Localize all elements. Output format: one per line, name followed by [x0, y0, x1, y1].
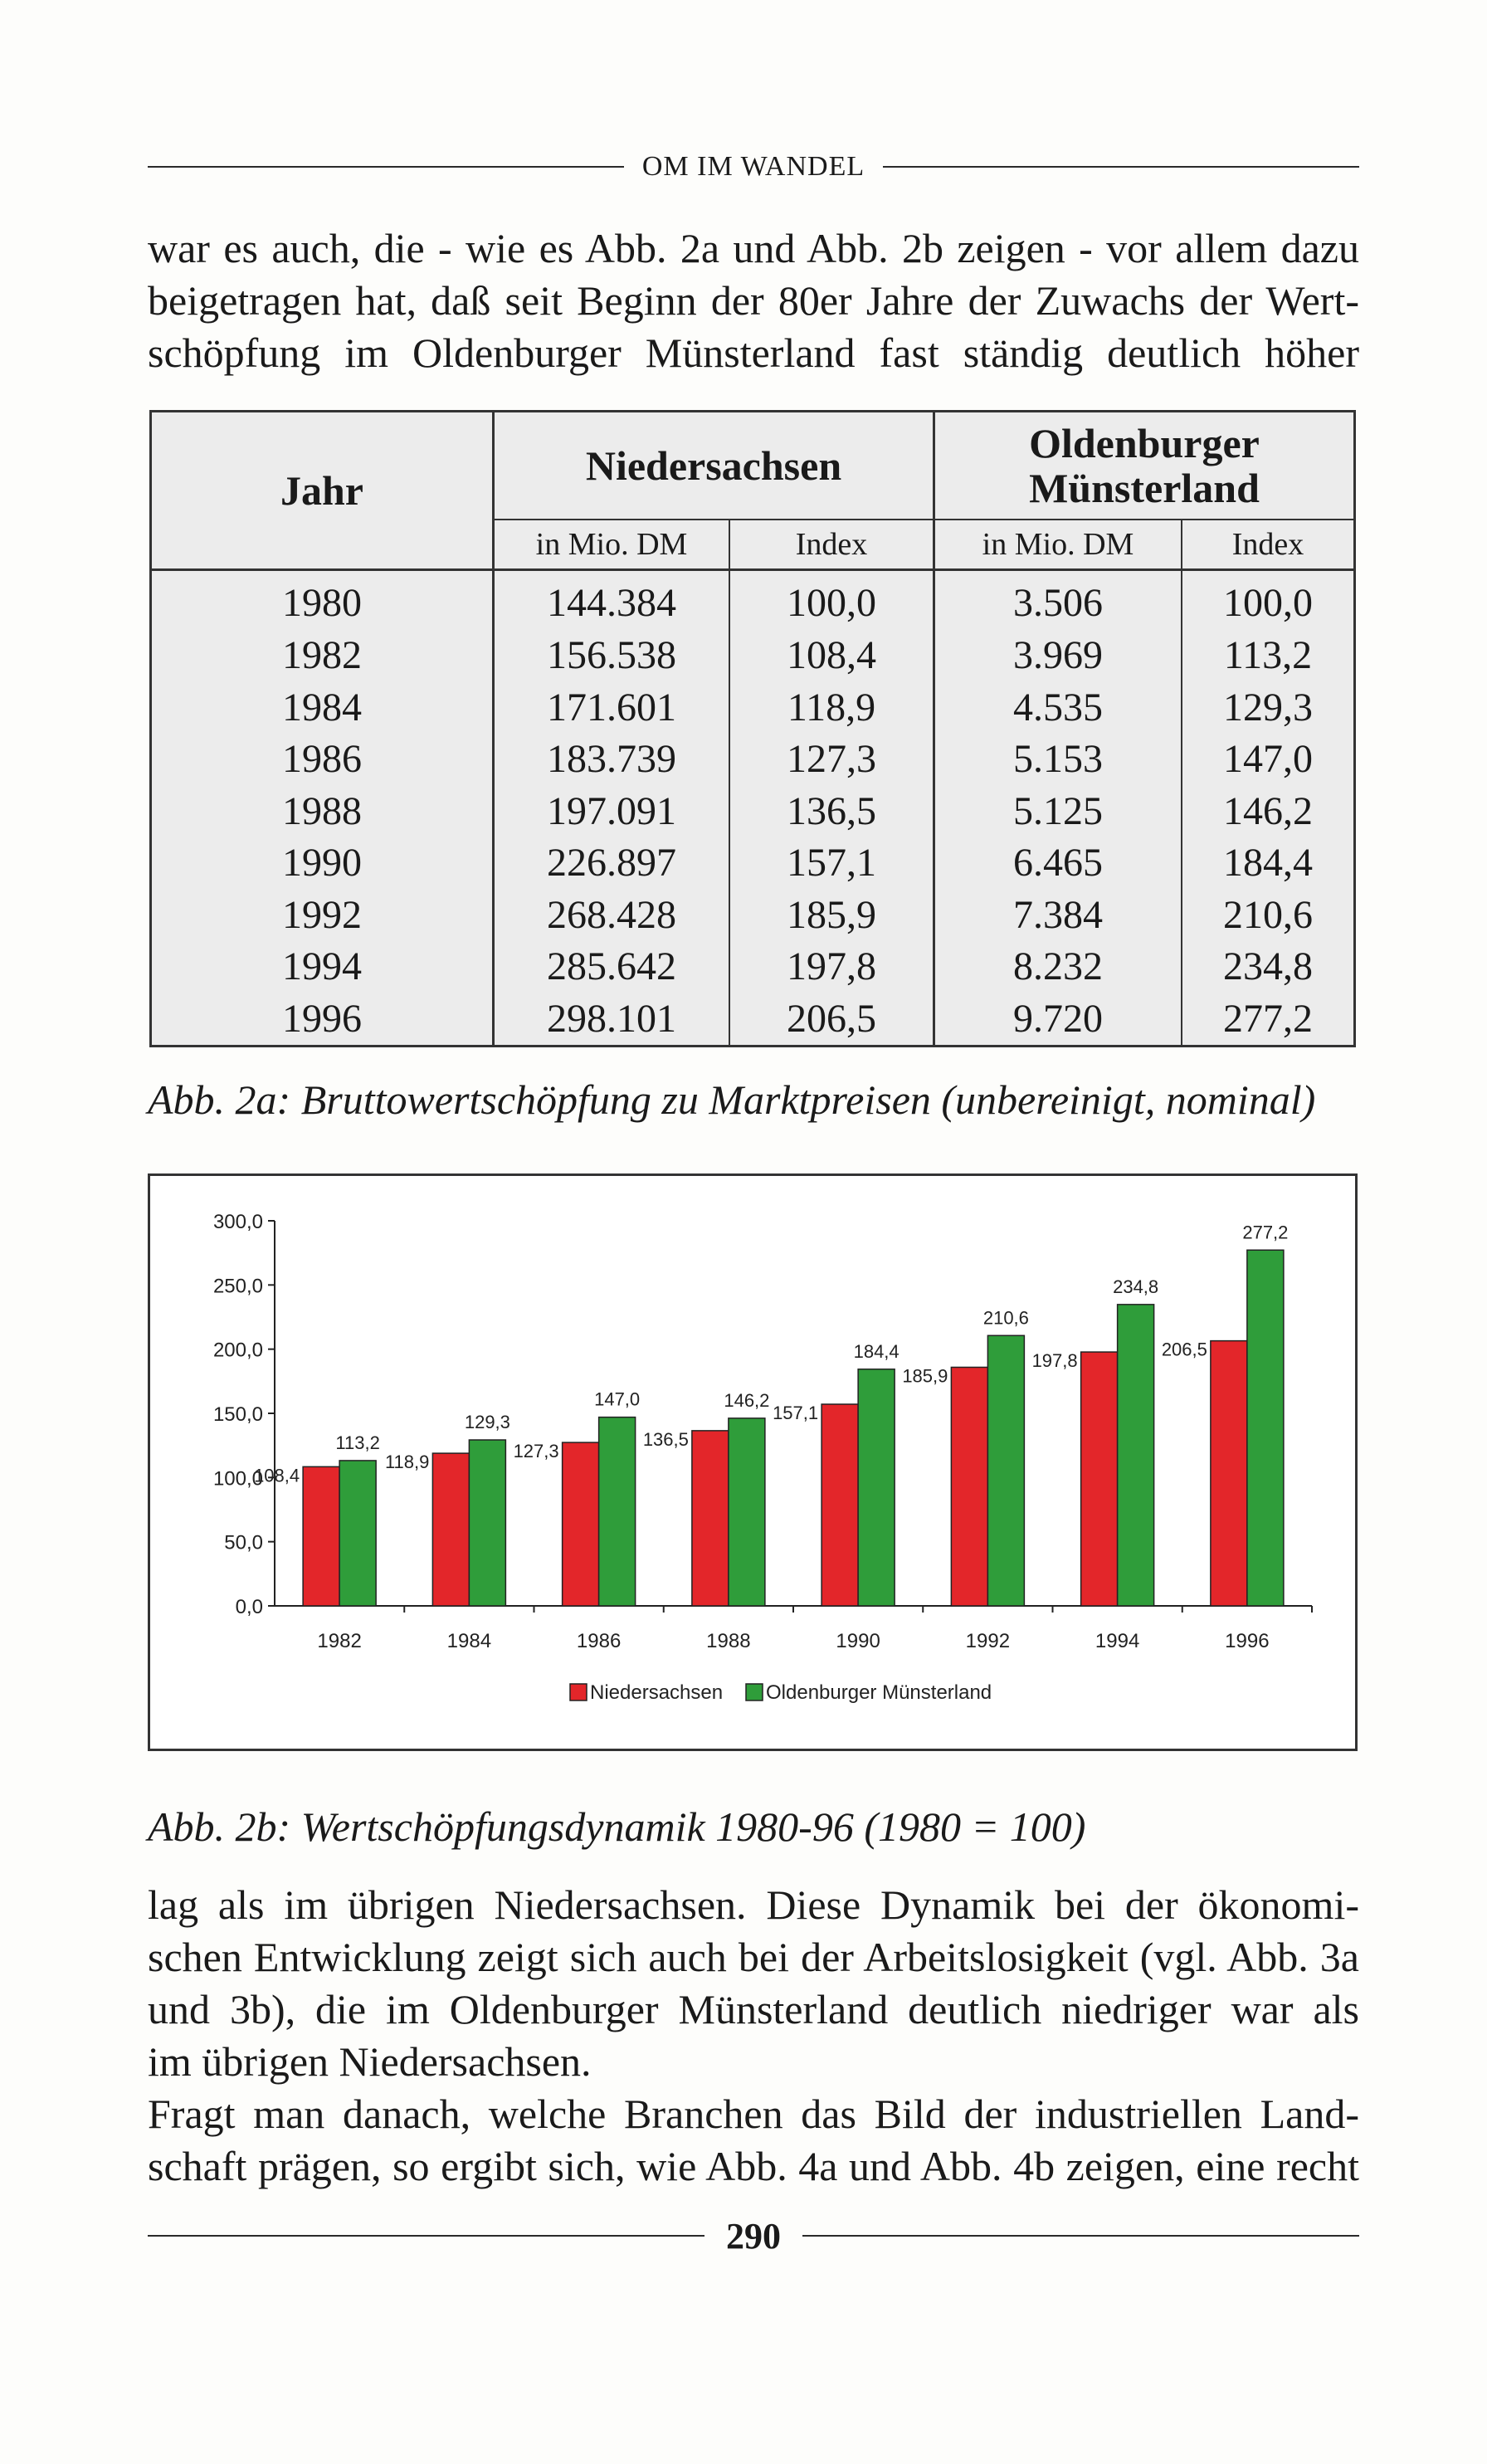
text-line: schen Entwicklung zeigt sich auch bei der Arbeitslosigkeit (vgl. Abb. 3a [148, 1934, 1359, 1980]
bar-oldenburger-muensterland [1118, 1305, 1154, 1606]
header-line-2: Münsterland [1029, 465, 1260, 511]
cell-year: 1990 [152, 837, 494, 890]
bar-oldenburger-muensterland [858, 1369, 895, 1606]
text-line: im übrigen Niedersachsen. [148, 2038, 592, 2085]
bar-niedersachsen [303, 1466, 339, 1606]
data-label: 185,9 [902, 1365, 948, 1387]
cell-ns-mio: 197.091 [494, 785, 730, 837]
bar-niedersachsen [1211, 1341, 1247, 1606]
x-tick-label: 1984 [446, 1630, 492, 1652]
data-label: 184,4 [853, 1340, 900, 1362]
bar-oldenburger-muensterland [469, 1440, 505, 1606]
cell-ns-index: 118,9 [729, 681, 934, 734]
data-label: 108,4 [254, 1465, 300, 1486]
cell-year: 1986 [152, 734, 494, 786]
cell-om-index: 147,0 [1223, 737, 1313, 782]
data-label: 197,8 [1031, 1350, 1078, 1372]
cell-ns-mio: 183.739 [494, 734, 730, 786]
table-row [152, 837, 1353, 890]
cell-year: 1984 [152, 681, 494, 734]
data-label: 210,6 [982, 1307, 1029, 1329]
x-tick-label: 1992 [965, 1630, 1011, 1652]
bar-oldenburger-muensterland [729, 1418, 765, 1606]
subheader-mio-ns: in Mio. DM [494, 520, 730, 570]
y-tick-label: 100,0 [212, 1467, 263, 1491]
cell-ns-mio: 226.897 [494, 837, 730, 890]
cell-om-index: 113,2 [1223, 633, 1313, 678]
paragraph-bottom [148, 1879, 1359, 2193]
legend-swatch-niedersachsen [570, 1684, 587, 1700]
cell-om-mio: 3.969 [934, 630, 1182, 682]
cell-ns-index: 185,9 [729, 889, 934, 941]
table-body [152, 570, 1353, 1046]
y-tick-label: 50,0 [224, 1531, 263, 1554]
cell-om-mio: 9.720 [934, 993, 1182, 1045]
bar-oldenburger-muensterland [987, 1335, 1024, 1606]
page-number: 290 [726, 2215, 781, 2257]
page-footer [148, 2211, 1359, 2261]
legend-swatch-oldenburger-muensterland [746, 1684, 763, 1700]
caption-2a: Abb. 2a: Bruttowertschöpfung zu Marktpreisen (unbereinigt, nominal) [148, 1076, 1316, 1123]
header-line-1: Oldenburger [1029, 420, 1260, 466]
subheader-index-ns: Index [729, 520, 934, 570]
y-tick-label: 150,0 [212, 1403, 263, 1426]
cell-year: 1980 [152, 570, 494, 630]
x-tick-label: 1982 [317, 1630, 362, 1652]
cell-om-mio: 6.465 [934, 837, 1182, 890]
paragraph-top [148, 222, 1359, 379]
cell-om-mio: 7.384 [934, 889, 1182, 941]
data-label: 129,3 [464, 1412, 510, 1433]
x-tick-label: 1988 [706, 1630, 751, 1652]
table-row [152, 941, 1353, 993]
bar-niedersachsen [563, 1442, 599, 1606]
cell-om-index: 146,2 [1223, 788, 1313, 833]
bar-niedersachsen [1081, 1352, 1118, 1606]
bar-niedersachsen [951, 1367, 987, 1606]
text-line: und 3b), die im Oldenburger Münsterland deutlich niedriger war als [148, 1986, 1359, 2032]
data-label: 146,2 [724, 1389, 770, 1411]
cell-ns-index: 100,0 [729, 570, 934, 630]
data-label: 277,2 [1242, 1222, 1289, 1243]
bar-oldenburger-muensterland [339, 1461, 376, 1606]
cell-om-index: 129,3 [1223, 685, 1313, 729]
y-tick-label: 300,0 [212, 1211, 263, 1233]
subheader-mio-om: in Mio. DM [934, 520, 1182, 570]
bar-oldenburger-muensterland [599, 1417, 636, 1606]
text-line: schöpfung im Oldenburger Münsterland fast ständig deutlich höher [148, 329, 1359, 376]
cell-ns-index: 157,1 [729, 837, 934, 890]
cell-om-index: 184,4 [1223, 841, 1313, 886]
table-row [152, 889, 1353, 941]
header-rule-right [883, 166, 1359, 168]
cell-om-mio: 4.535 [934, 681, 1182, 734]
cell-year: 1988 [152, 785, 494, 837]
cell-ns-mio: 144.384 [494, 570, 730, 630]
header-rule-left [148, 166, 624, 168]
text-line: lag als im übrigen Niedersachsen. Diese Dynamik bei der ökonomi- [148, 1881, 1359, 1928]
text-line: war es auch, die - wie es Abb. 2a und Abb. 2b zeigen - vor allem dazu [148, 225, 1359, 271]
cell-om-mio: 5.153 [934, 734, 1182, 786]
bar-chart [148, 1173, 1358, 1751]
cell-om-index: 100,0 [1223, 581, 1313, 626]
cell-ns-index: 127,3 [729, 734, 934, 786]
table-row [152, 734, 1353, 786]
data-label: 118,9 [384, 1452, 430, 1473]
bar-niedersachsen [822, 1404, 858, 1606]
x-tick-label: 1994 [1095, 1630, 1140, 1652]
text-line: beigetragen hat, daß seit Beginn der 80er Jahre der Zuwachs der Wert- [148, 277, 1359, 324]
cell-ns-index: 108,4 [729, 630, 934, 682]
y-tick-label: 200,0 [212, 1339, 263, 1362]
table-row [152, 993, 1353, 1045]
x-tick-label: 1996 [1225, 1630, 1270, 1652]
cell-om-mio: 5.125 [934, 785, 1182, 837]
data-label: 206,5 [1161, 1339, 1207, 1360]
text-line: schaft prägen, so ergibt sich, wie Abb. 4a und Abb. 4b zeigen, eine recht [148, 2143, 1359, 2189]
y-tick-label: 0,0 [235, 1596, 263, 1618]
cell-ns-mio: 171.601 [494, 681, 730, 734]
data-label: 136,5 [642, 1428, 689, 1450]
bar-niedersachsen [692, 1431, 729, 1606]
cell-om-index: 234,8 [1223, 944, 1313, 989]
cell-year: 1992 [152, 889, 494, 941]
running-header-title: OM IM WANDEL [641, 151, 865, 182]
data-label: 234,8 [1113, 1276, 1159, 1297]
table-row [152, 681, 1353, 734]
footer-rule-right [802, 2235, 1359, 2237]
data-table [149, 410, 1356, 1047]
footer-rule-left [148, 2235, 704, 2237]
bar-oldenburger-muensterland [1247, 1250, 1284, 1606]
bar-niedersachsen [432, 1453, 469, 1606]
cell-ns-index: 136,5 [729, 785, 934, 837]
subheader-index-om: Index [1182, 520, 1353, 570]
data-label: 127,3 [513, 1441, 559, 1462]
bar-chart-svg [150, 1176, 1355, 1749]
data-label: 113,2 [335, 1432, 380, 1453]
table-row [152, 570, 1353, 630]
cell-ns-mio: 298.101 [494, 993, 730, 1045]
table-header-oldenburger-muensterland [934, 412, 1354, 520]
legend-label-niedersachsen: Niedersachsen [590, 1681, 724, 1704]
cell-om-index: 210,6 [1223, 892, 1313, 937]
table-row [152, 630, 1353, 682]
legend-label-oldenburger-muensterland: Oldenburger Münsterland [766, 1681, 992, 1704]
running-header [148, 153, 1359, 181]
cell-om-index: 277,2 [1223, 996, 1313, 1041]
table-row [152, 785, 1353, 837]
cell-ns-index: 206,5 [729, 993, 934, 1045]
cell-om-mio: 8.232 [934, 941, 1182, 993]
table-header-year: Jahr [152, 412, 494, 570]
cell-ns-mio: 268.428 [494, 889, 730, 941]
x-tick-label: 1986 [576, 1630, 622, 1652]
caption-2b: Abb. 2b: Wertschöpfungsdynamik 1980-96 (1980 = 100) [148, 1803, 1086, 1850]
cell-year: 1982 [152, 630, 494, 682]
text-line: Fragt man danach, welche Branchen das Bild der industriellen Land- [148, 2091, 1359, 2137]
cell-year: 1994 [152, 941, 494, 993]
table-header-niedersachsen: Niedersachsen [494, 412, 934, 520]
y-tick-label: 250,0 [212, 1275, 263, 1298]
cell-year: 1996 [152, 993, 494, 1045]
data-label: 157,1 [773, 1403, 819, 1424]
x-tick-label: 1990 [836, 1630, 880, 1652]
cell-ns-mio: 156.538 [494, 630, 730, 682]
cell-ns-index: 197,8 [729, 941, 934, 993]
cell-om-mio: 3.506 [934, 570, 1182, 630]
data-label: 147,0 [594, 1388, 641, 1410]
cell-ns-mio: 285.642 [494, 941, 730, 993]
